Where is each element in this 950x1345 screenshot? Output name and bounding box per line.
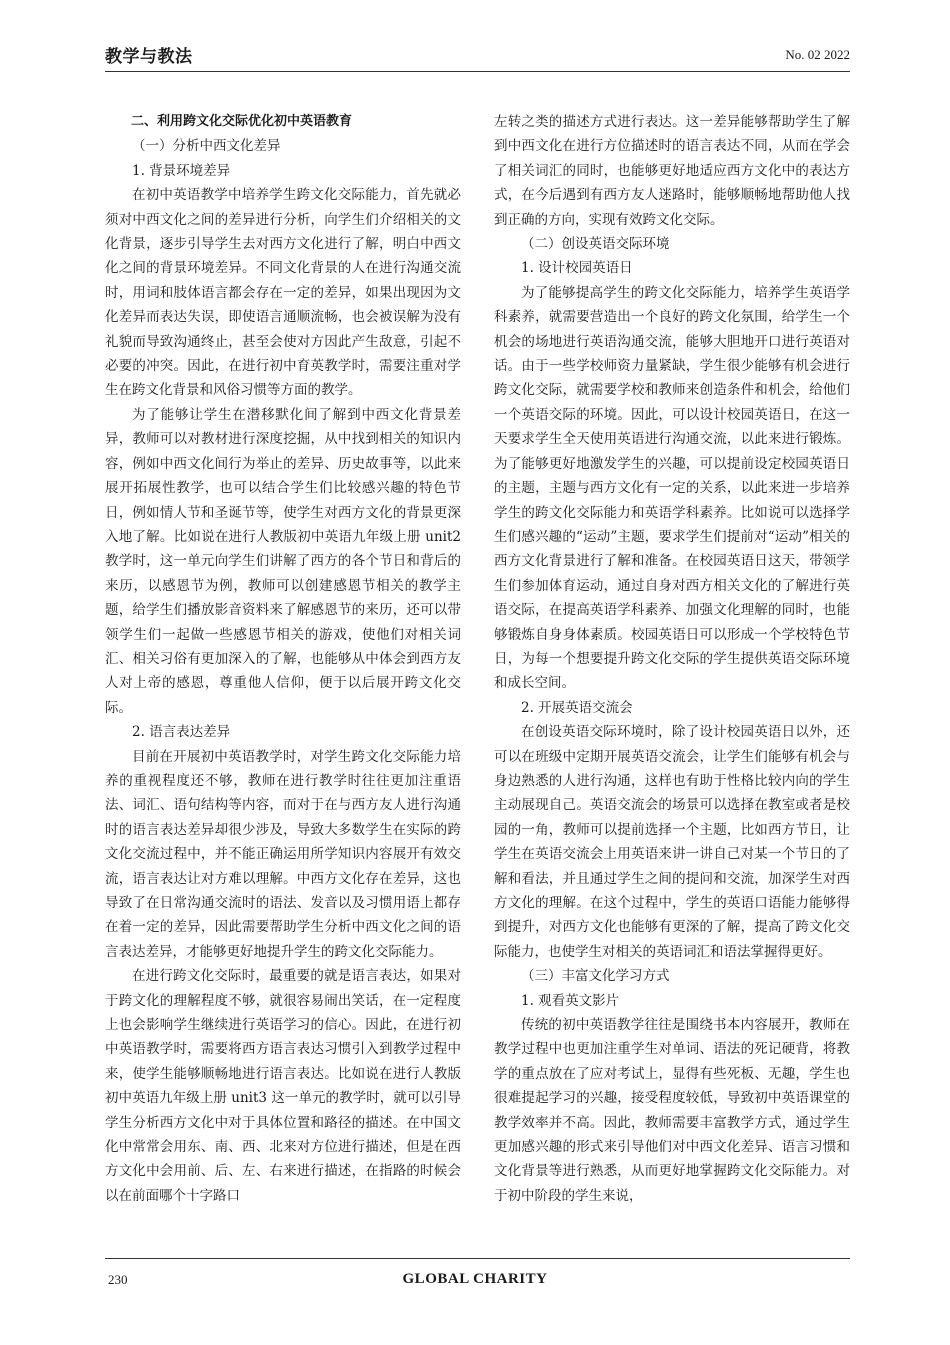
issue-number: No. 02 2022: [785, 47, 850, 62]
body-paragraph-continued: 左转之类的描述方式进行表达。这一差异能够帮助学生了解到中西文化在进行方位描述时的语言表达不同，从而在学会了相关词汇的同时，也能够更好地适应西方文化中的表达方式，在今后遇到有西方友人迷路时，能够顺畅地帮助他人找到正确的方向，实现有效跨文化交际。: [494, 114, 850, 228]
body-paragraph: 在初中英语教学中培养学生跨文化交际能力，首先就必须对中西文化之间的差异进行分析，向学生们介绍相关的文化背景，逐步引导学生去对西方文化进行了解，明白中西文化之间的背景环境差异。不同文化背景的人在进行沟通交流时，用词和肢体语言都会存在一定的差异，如果出现因为文化差异而表达失误，即使语言通顺流畅，也会被误解为没有礼貌而导致沟通终止，甚至会使对方因此产生敌意，引起不必要的冲突。因此，在进行初中育英教学时，需要注重对学生在跨文化背景和风俗习惯等方面的教学。: [105, 187, 461, 399]
subsubsection-heading: 2. 开展英语交流会: [521, 699, 633, 716]
left-column: [105, 110, 461, 1208]
subsubsection-heading: 1. 设计校园英语日: [521, 260, 633, 277]
body-paragraph: 为了能够提高学生的跨文化交际能力，培养学生英语学科素养，就需要营造出一个良好的跨文化氛围，给学生一个机会的场地进行英语沟通交流，能够大胆地开口进行英语对话。由于一些学校师资力量紧缺，学生很少能够有机会进行跨文化交际，就需要学校和教师来创造条件和机会，给他们一个英语交际的环境。因此，可以设计校园英语日，在这一天要求学生全天使用英语进行沟通交流，以此来进行锻炼。为了能够更好地激发学生的兴趣，可以提前设定校园英语日的主题，主题与西方文化有一定的关系，以此来进一步培养学生的跨文化交际能力和英语学科素养。比如说可以选择学生们感兴趣的“运动”主题，要求学生们提前对“运动”相关的西方文化背景进行了解和准备。在校园英语日这天，带领学生们参加体育运动，通过自身对西方相关文化的了解进行英语交际，在提高英语学科素养、加强文化理解的同时，也能够锻炼自身身体素质。校园英语日可以形成一个学校特色节日，为每一个想要提升跨文化交际的学生提供英语交际环境和成长空间。: [494, 284, 850, 692]
footer-divider: [105, 1258, 850, 1259]
header-divider: [105, 71, 850, 72]
right-column: [494, 110, 850, 1208]
subsection-heading: （三）丰富文化学习方式: [521, 968, 670, 985]
subsubsection-heading: 1. 观看英文影片: [521, 992, 620, 1009]
subsubsection-heading: 2. 语言表达差异: [132, 724, 231, 741]
body-paragraph: 在创设英语交际环境时，除了设计校园英语日以外，还可以在班级中定期开展英语交流会，让学生们能够有机会与身边熟悉的人进行沟通，这样也有助于性格比较内向的学生主动展现自己。英语交流会的场景可以选择在教室或者是校园的一角，教师可以提前选择一个主题，比如西方节日，让学生在英语交流会上用英语来讲一讲自己对某一个节日的了解和看法，并且通过学生之间的提问和交流，加深学生对西方文化的理解。在这个过程中，学生的英语口语能力能够得到提升，对西方文化也能够有更深的了解，提高了跨文化交际能力，也使学生对相关的英语词汇和语法掌握得更好。: [494, 724, 850, 960]
body-paragraph: 为了能够让学生在潜移默化间了解到中西文化背景差异，教师可以对教材进行深度挖掘，从中找到相关的知识内容，例如中西文化间行为举止的差异、历史故事等，以此来展开拓展性教学，也可以结合学生们比较感兴趣的特色节日，例如情人节和圣诞节等，使学生对西方文化的背景更深入地了解。比如说在进行人教版初中英语九年级上册 unit2 教学时，这一单元向学生们讲解了西方的各个节日和背后的来历，以感恩节为例，教师可以创建感恩节相关的教学主题，给学生们播放影音资料来了解感恩节的来历，还可以带领学生们一起做一些感恩节相关的游戏，使他们对相关词汇、相关习俗有更加深入的了解，也能够从中体会到西方友人对上帝的感恩，尊重他人信仰，便于以后展开跨文化交际。: [105, 406, 461, 716]
journal-section-title: 教学与教法: [105, 47, 193, 67]
body-paragraph: 传统的初中英语教学往往是围绕书本内容展开，教师在教学过程中也更加注重学生对单词、语法的死记硬背，将教学的重点放在了应对考试上，显得有些死板、无趣，学生也很难提起学习的兴趣，接受程度较低，导致初中英语课堂的教学效率并不高。因此，教师需要丰富教学方式，通过学生更加感兴趣的形式来引导他们对中西文化差异、语言习惯和文化背景等进行熟悉，从而更好地掌握跨文化交际能力。对于初中阶段的学生来说，: [494, 1017, 850, 1204]
subsubsection-heading: 1. 背景环境差异: [132, 162, 231, 179]
section-heading: 二、利用跨文化交际优化初中英语教育: [131, 114, 353, 129]
journal-name: GLOBAL CHARITY: [402, 1271, 548, 1287]
page-number: 230: [108, 1272, 128, 1287]
subsection-heading: （一）分析中西文化差异: [132, 138, 281, 155]
body-paragraph: 在进行跨文化交际时，最重要的就是语言表达，如果对于跨文化的理解程度不够，就很容易闹出笑话，在一定程度上也会影响学生继续进行英语学习的信心。因此，在进行初中英语教学时，需要将西方语言表达习惯引入到教学过程中来，使学生能够顺畅地进行语言表达。比如说在进行人教版初中英语九年级上册 unit3 这一单元的教学时，就可以引导学生分析西方文化中对于具体位置和路径的描述。在中国文化中常常会用东、南、西、北来对方位进行描述，但是在西方文化中会用前、后、左、右来进行描述，在指路的时候会以在前面哪个十字路口: [105, 968, 461, 1204]
subsection-heading: （二）创设英语交际环境: [521, 236, 670, 253]
body-paragraph: 目前在开展初中英语教学时，对学生跨文化交际能力培养的重视程度还不够，教师在进行教学时往往更加注重语法、词汇、语句结构等内容，而对于在与西方友人进行沟通时的语言表达差异却很少涉及，导致大多数学生在实际的跨文化交流过程中，并不能正确运用所学知识内容展开有效交流，语言表达让对方难以理解。中西方文化存在差异，这也导致了在日常沟通交流时的语法、发音以及习惯用语上都存在着一定的差异，因此需要帮助学生分析中西文化之间的语言表达差异，才能够更好地提升学生的跨文化交际能力。: [105, 748, 461, 960]
